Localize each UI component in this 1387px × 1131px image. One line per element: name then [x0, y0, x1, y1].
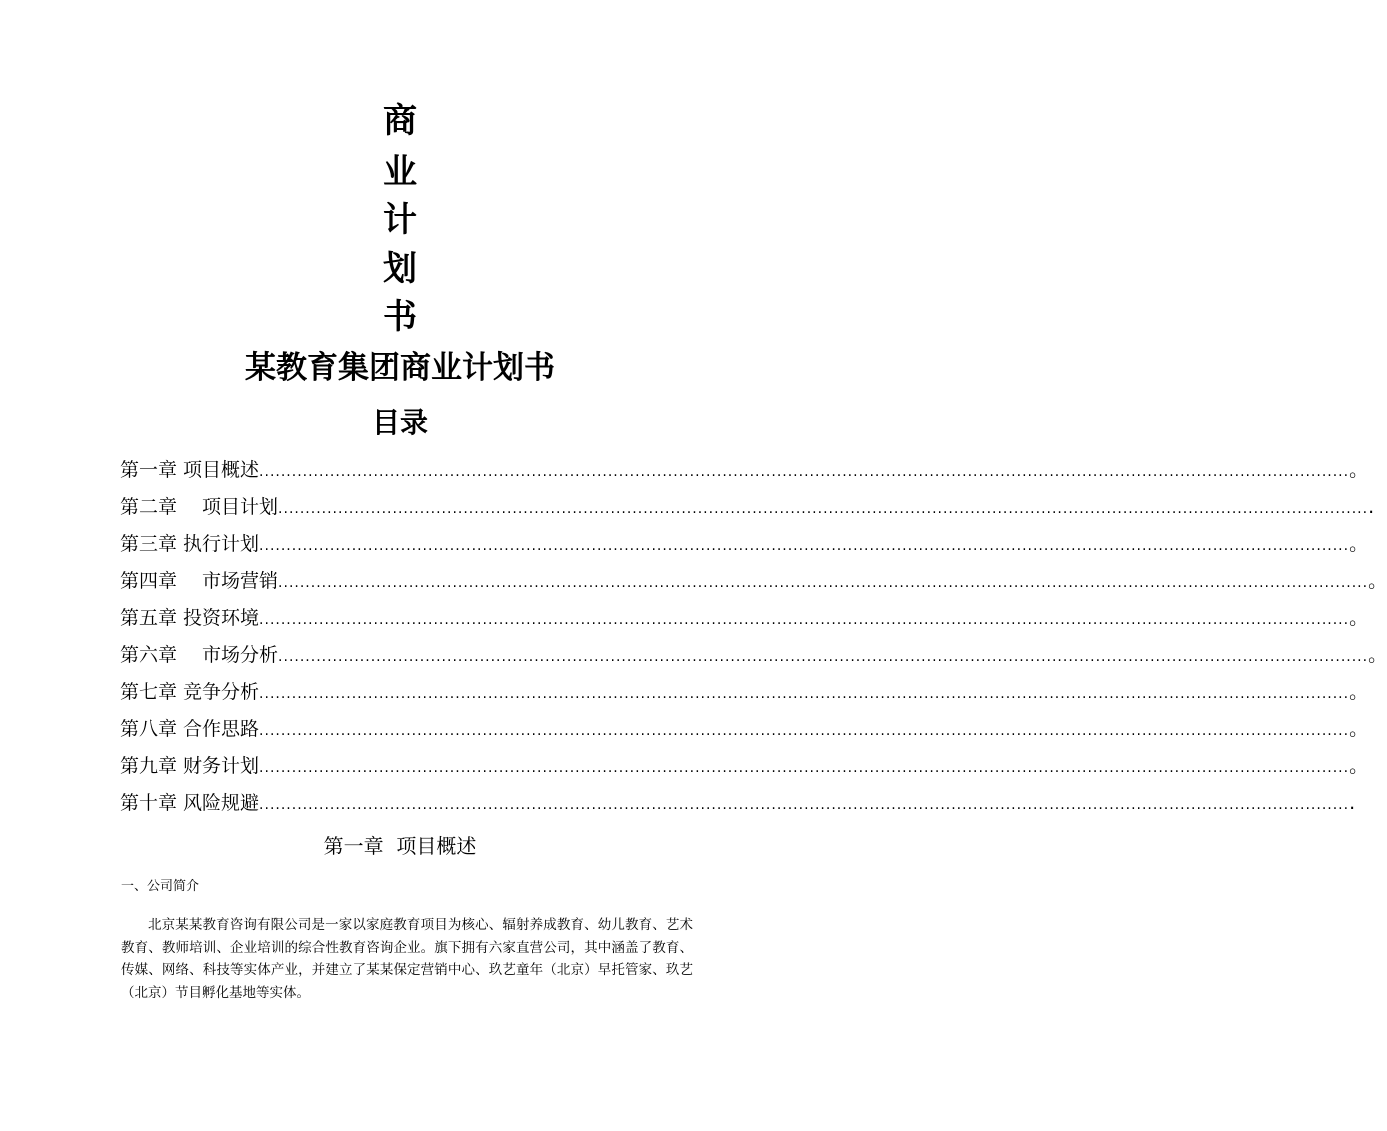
- toc-entry[interactable]: [120, 637, 1387, 673]
- cover-title-char: 书: [383, 297, 417, 337]
- toc-title: 目录: [371, 406, 428, 439]
- toc-entry-end: 。: [1349, 607, 1369, 629]
- toc-entry-end: 。: [1349, 533, 1369, 555]
- toc-entry[interactable]: [120, 563, 1387, 599]
- toc-dot-leader: ........................................................................................................................................................................................................: [259, 797, 1350, 813]
- cover-title-char: 商: [383, 101, 417, 141]
- toc-dot-leader: ........................................................................................................................................................................................................: [259, 612, 1350, 628]
- toc-dot-leader: ........................................................................................................................................................................................................: [278, 501, 1369, 517]
- section-heading: 一、公司简介: [121, 879, 200, 894]
- toc-entry-end: 。: [1368, 570, 1387, 592]
- toc-entry[interactable]: [120, 711, 1369, 747]
- toc-dot-leader: ........................................................................................................................................................................................................: [278, 649, 1369, 665]
- toc-entry-text: 第二章 项目计划: [120, 496, 279, 518]
- toc-entry[interactable]: [120, 600, 1369, 636]
- toc-entry-text: 第九章 财务计划: [120, 755, 260, 777]
- toc-entry-end: .: [1368, 496, 1375, 518]
- toc-entry[interactable]: [120, 526, 1369, 562]
- toc-dot-leader: ........................................................................................................................................................................................................: [259, 464, 1350, 480]
- toc-entry-text: 第十章 风险规避: [120, 792, 260, 814]
- toc-entry[interactable]: [120, 674, 1369, 710]
- cover-title-char: 计: [383, 200, 417, 240]
- toc-entry-text: 第四章 市场营销: [120, 570, 279, 592]
- document-subtitle: 某教育集团商业计划书: [245, 350, 555, 386]
- toc-dot-leader: ........................................................................................................................................................................................................: [259, 686, 1350, 702]
- body-paragraph: 北京某某教育咨询有限公司是一家以家庭教育项目为核心、辐射养成教育、幼儿教育、艺术教育、教师培训、企业培训的综合性教育咨询企业。旗下拥有六家直营公司，其中涵盖了教育、传媒、网络、科技等实体产业，并建立了某某保定营销中心、玖艺童年（北京）早托管家、玖艺（北京）节目孵化基地等实体。: [121, 917, 693, 1001]
- cover-title-char: 划: [383, 249, 417, 289]
- toc-entry-end: 。: [1349, 718, 1369, 740]
- toc-entry-end: 。: [1368, 644, 1387, 666]
- toc-entry[interactable]: [120, 452, 1369, 488]
- cover-title-char: 业: [383, 152, 417, 192]
- toc-dot-leader: ........................................................................................................................................................................................................: [278, 575, 1369, 591]
- toc-entry[interactable]: [120, 489, 1375, 525]
- toc-dot-leader: ........................................................................................................................................................................................................: [259, 760, 1350, 776]
- toc-entry-text: 第六章 市场分析: [120, 644, 279, 666]
- toc-entry-end: 。: [1349, 755, 1369, 777]
- toc-entry-text: 第七章 竞争分析: [120, 681, 260, 703]
- toc-entry-text: 第一章 项目概述: [120, 459, 260, 481]
- toc-entry[interactable]: [120, 785, 1356, 821]
- toc-entry-end: 。: [1349, 681, 1369, 703]
- toc-dot-leader: ........................................................................................................................................................................................................: [259, 538, 1350, 554]
- toc-dot-leader: ........................................................................................................................................................................................................: [259, 723, 1350, 739]
- toc-entry-text: 第八章 合作思路: [120, 718, 260, 740]
- toc-entry-text: 第五章 投资环境: [120, 607, 260, 629]
- toc-entry[interactable]: [120, 748, 1369, 784]
- chapter-heading: 第一章 项目概述: [323, 834, 477, 858]
- toc-entry-end: .: [1349, 792, 1356, 814]
- toc-entry-text: 第三章 执行计划: [120, 533, 260, 555]
- toc-entry-end: 。: [1349, 459, 1369, 481]
